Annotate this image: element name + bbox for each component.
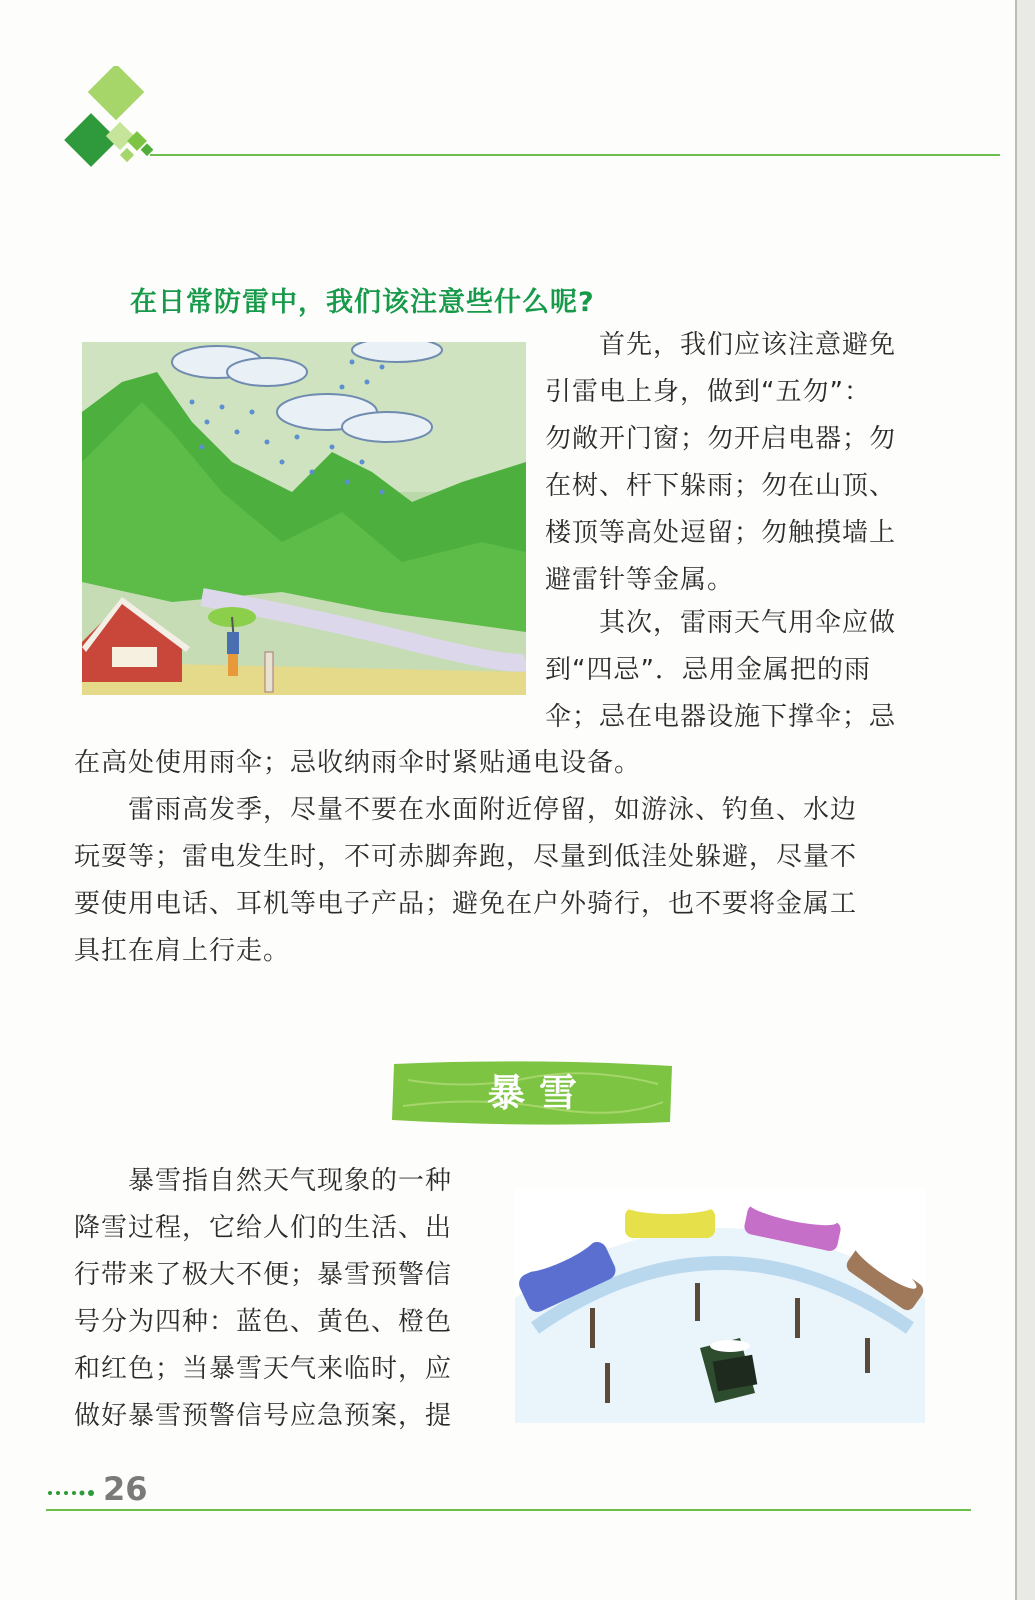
text-line: 暴雪指自然天气现象的一种 <box>128 1166 453 1196</box>
header-rule <box>150 154 1000 156</box>
text-line: 到“四忌”．忌用金属把的雨 <box>545 655 871 685</box>
text-line: 具扛在肩上行走。 <box>74 936 291 966</box>
paragraph-thunderstorm-season <box>74 740 857 975</box>
text-line: 要使用电话、耳机等电子产品；避免在户外骑行，也不要将金属工 <box>74 889 858 919</box>
text-line: 避雷针等金属。 <box>545 565 735 595</box>
text-line: 和红色；当暴雪天气来临时，应 <box>74 1354 453 1384</box>
footer-dots-icon <box>46 1486 98 1500</box>
text-line: 玩耍等；雷电发生时，不可赤脚奔跑，尽量到低洼处躲避，尽量不 <box>74 842 858 872</box>
text-line: 降雪过程，它给人们的生活、出 <box>74 1213 453 1243</box>
paragraph-five-donts <box>545 322 896 604</box>
text-line: 勿敞开门窗；勿开启电器；勿 <box>545 424 897 454</box>
green-diamonds-icon <box>60 66 160 171</box>
text-line: 引雷电上身，做到“五勿”： <box>545 377 871 407</box>
snow-road-illustration <box>515 1188 925 1423</box>
snow-title: 暴雪 <box>486 1070 591 1115</box>
paragraph-four-avoids <box>545 600 896 741</box>
text-line: 首先，我们应该注意避免 <box>599 330 897 360</box>
text-line: 做好暴雪预警信号应急预案，提 <box>74 1401 453 1431</box>
footer-rule <box>46 1509 971 1511</box>
page-edge <box>1015 0 1035 1600</box>
storm-mountain-illustration <box>82 342 526 695</box>
text-line: 其次，雷雨天气用伞应做 <box>599 608 897 638</box>
text-line: 号分为四种：蓝色、黄色、橙色 <box>74 1307 453 1337</box>
text-line: 雷雨高发季，尽量不要在水面附近停留，如游泳、钓鱼、水边 <box>128 795 858 825</box>
paragraph-snow <box>74 1158 452 1440</box>
text-line: 伞；忌在电器设施下撑伞；忌 <box>545 702 897 732</box>
text-line: 楼顶等高处逗留；勿触摸墙上 <box>545 518 897 548</box>
page-number: 26 <box>103 1470 148 1508</box>
section-heading: 在日常防雷中，我们该注意些什么呢? <box>130 287 595 318</box>
text-line: 行带来了极大不便；暴雪预警信 <box>74 1260 453 1290</box>
text-line: 在树、杆下躲雨；勿在山顶、 <box>545 471 897 501</box>
text-line: 在高处使用雨伞；忌收纳雨伞时紧贴通电设备。 <box>74 748 642 778</box>
